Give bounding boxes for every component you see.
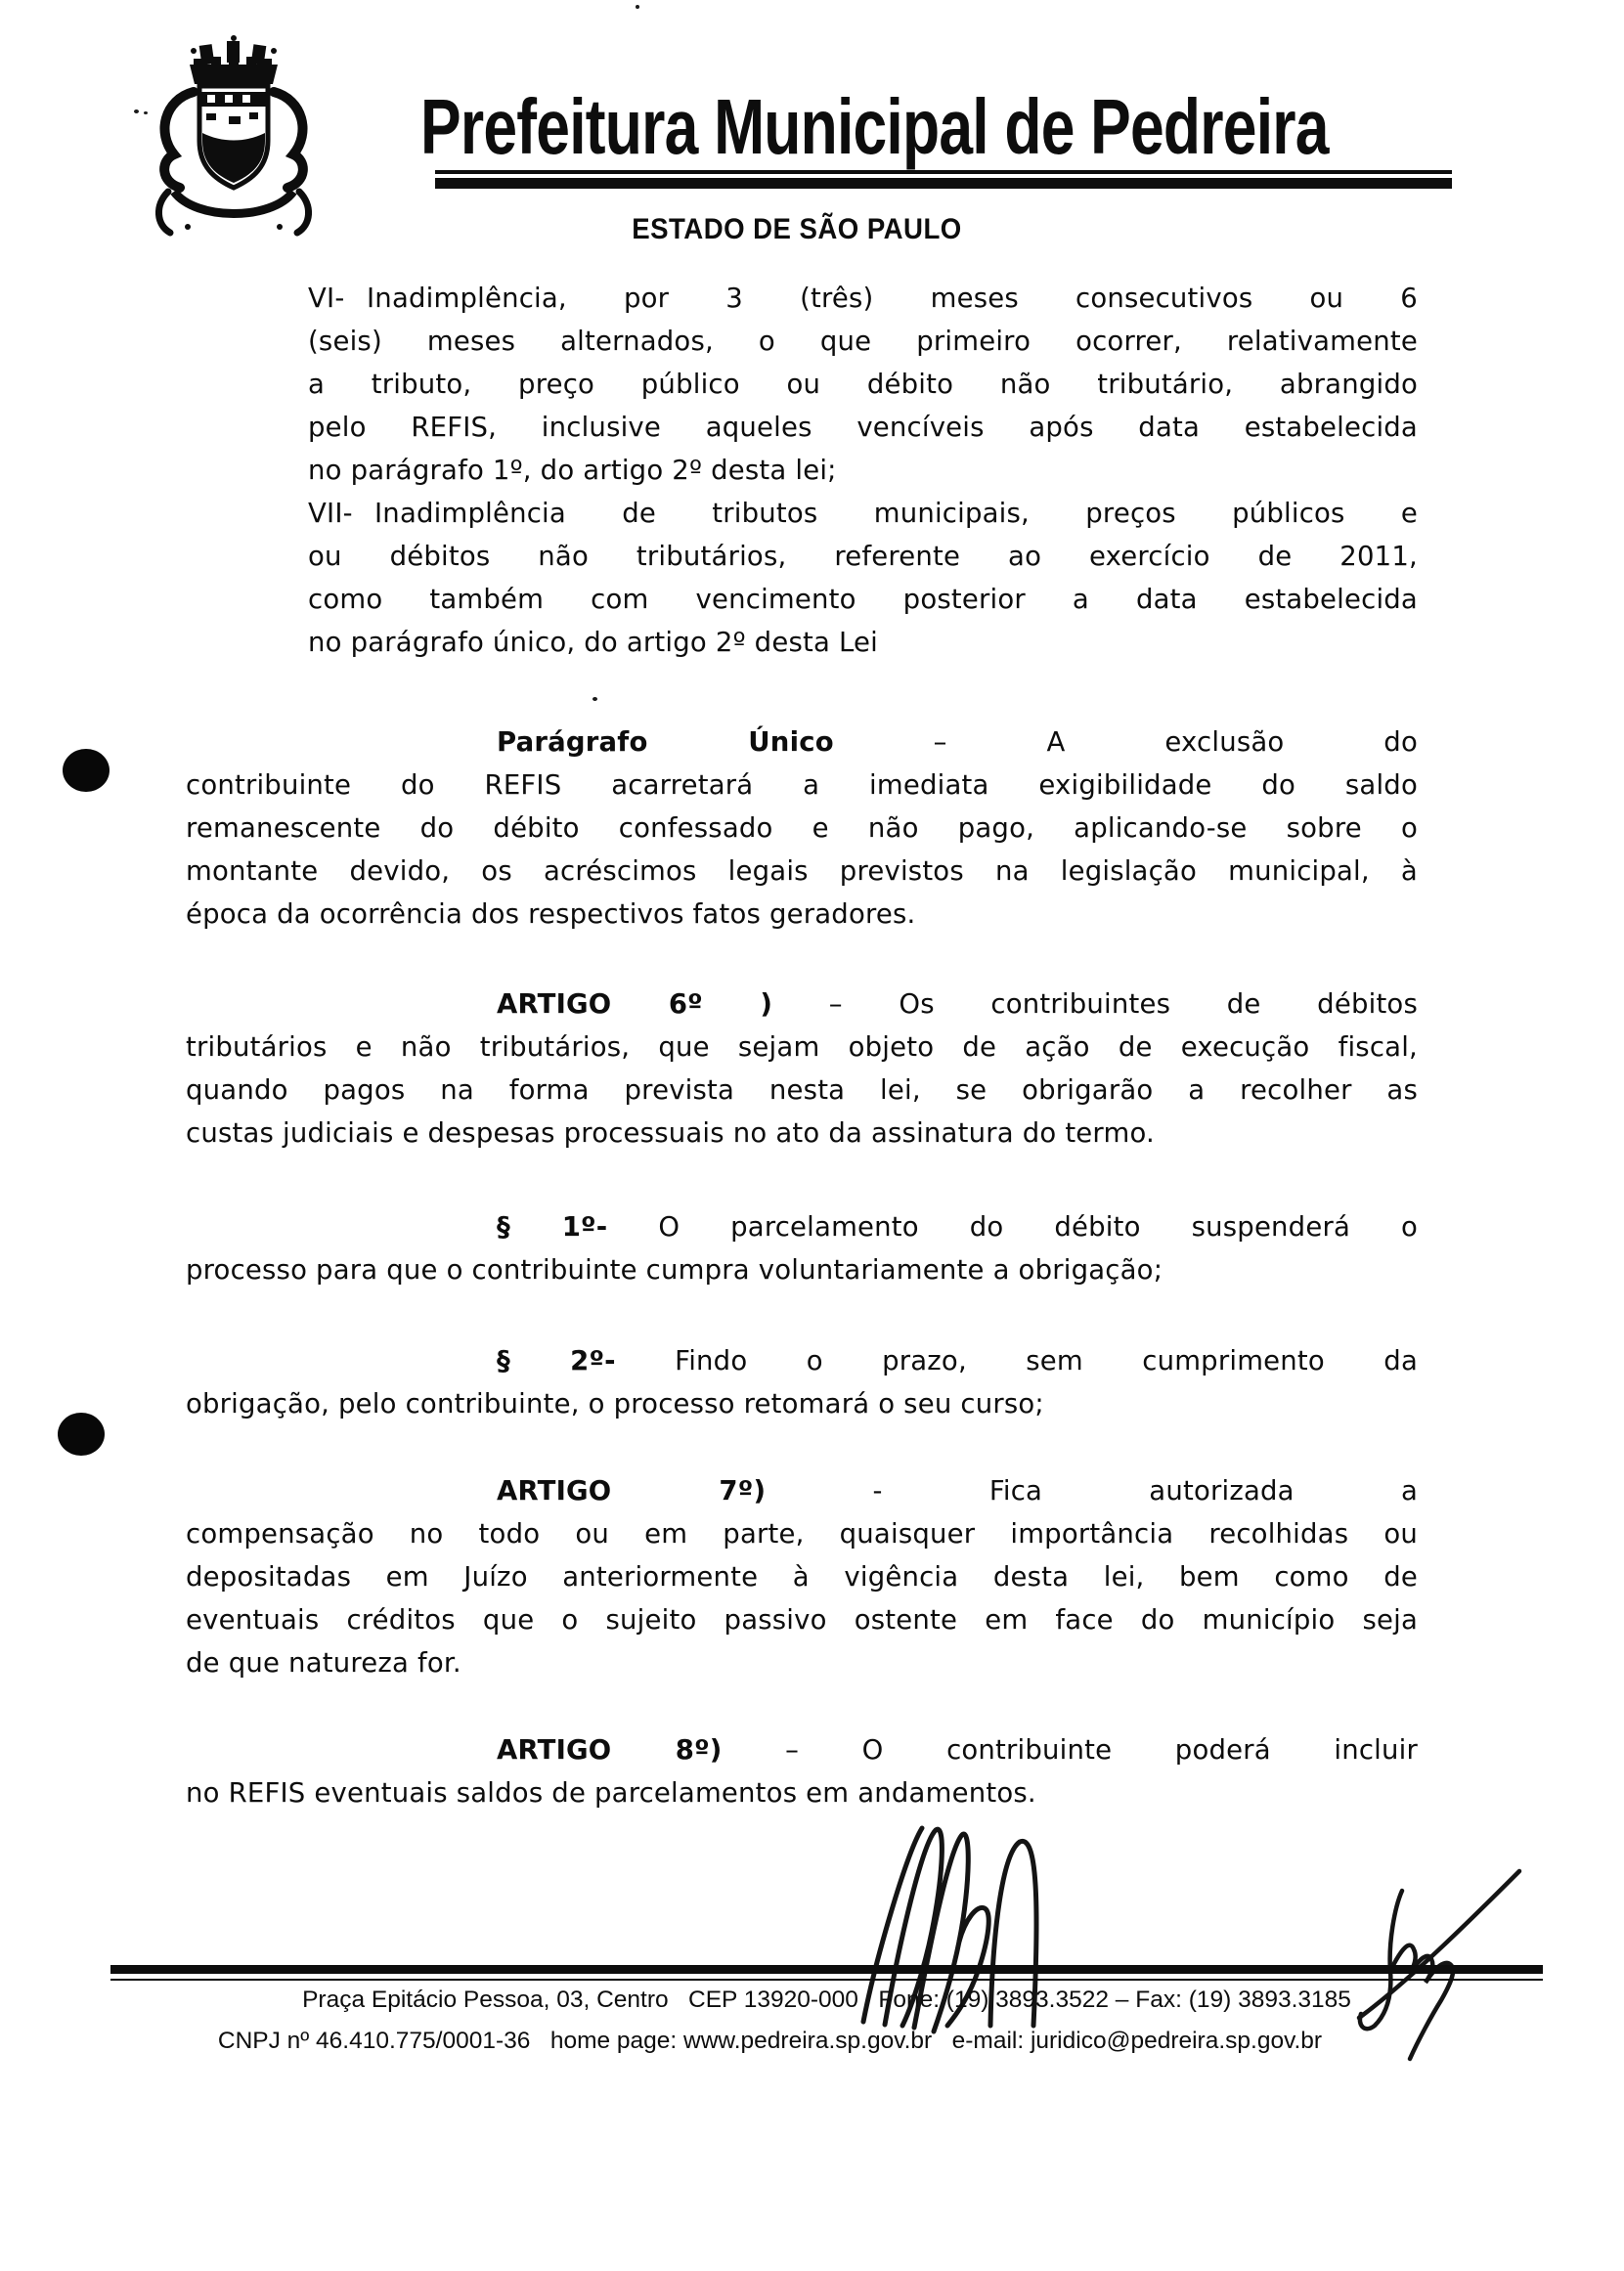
scan-speck (636, 5, 639, 9)
paragraph-paragrafo-unico (186, 721, 1418, 936)
text-line: ARTIGO 7º) - Fica autorizada a (497, 1475, 1418, 1507)
paragraph-par-1 (186, 1205, 1418, 1291)
text-line: no REFIS eventuais saldos de parcelamentos em andamentos. (186, 1777, 1036, 1809)
scan-speck (593, 697, 597, 701)
text-line: no parágrafo único, do artigo 2º desta Lei (308, 627, 878, 658)
text-line: pelo REFIS, inclusive aqueles vencíveis após data estabelecida (308, 412, 1418, 443)
footer-rule-thick (110, 1965, 1543, 1974)
text-line: compensação no todo ou em parte, quaisquer importância recolhidas ou (186, 1518, 1418, 1550)
hole-punch-mark (63, 749, 110, 792)
text-line: remanescente do débito confessado e não pago, aplicando-se sobre o (186, 812, 1418, 844)
text-line: VI- Inadimplência, por 3 (três) meses consecutivos ou 6 (308, 283, 1418, 314)
text-line: VII- Inadimplência de tributos municipais, preços públicos e (308, 498, 1418, 529)
text-line: como também com vencimento posterior a data estabelecida (308, 584, 1418, 615)
text-line: (seis) meses alternados, o que primeiro ocorrer, relativamente (308, 326, 1418, 357)
footer-rule-thin (110, 1979, 1543, 1981)
text-line: ARTIGO 8º) – O contribuinte poderá incluir (497, 1734, 1418, 1766)
text-line: eventuais créditos que o sujeito passivo ostente em face do município seja (186, 1604, 1418, 1636)
text-line: ou débitos não tributários, referente ao exercício de 2011, (308, 541, 1418, 572)
header-rule-thick (435, 178, 1452, 189)
coat-of-arms-logo (145, 35, 323, 242)
text-line: quando pagos na forma prevista nesta lei, se obrigarão a recolher as (186, 1074, 1418, 1106)
text-line: obrigação, pelo contribuinte, o processo retomará o seu curso; (186, 1388, 1044, 1419)
paragraph-artigo-8 (186, 1728, 1418, 1814)
text-line: a tributo, preço público ou débito não tributário, abrangido (308, 369, 1418, 400)
paragraph-item-vi (308, 277, 1418, 492)
text-line: ARTIGO 6º ) – Os contribuintes de débitos (497, 988, 1418, 1020)
scan-speck (134, 109, 139, 113)
text-line: de que natureza for. (186, 1647, 461, 1679)
text-line: no parágrafo 1º, do artigo 2º desta lei; (308, 455, 837, 486)
footer-cnpj: CNPJ nº 46.410.775/0001-36 home page: www.pedreira.sp.gov.br e-mail: juridico@pedreira.sp.gov.br (217, 2028, 1323, 2054)
text-line: tributários e não tributários, que sejam objeto de ação de execução fiscal, (186, 1031, 1418, 1063)
text-line: § 2º- Findo o prazo, sem cumprimento da (497, 1345, 1418, 1376)
text-line: Parágrafo Único – A exclusão do (497, 726, 1418, 758)
text-line: montante devido, os acréscimos legais previstos na legislação municipal, à (186, 855, 1418, 887)
paragraph-par-2 (186, 1339, 1418, 1425)
text-line: processo para que o contribuinte cumpra voluntariamente a obrigação; (186, 1254, 1163, 1286)
paragraph-artigo-6 (186, 983, 1418, 1155)
text-line: época da ocorrência dos respectivos fatos geradores. (186, 898, 916, 930)
header-rule-thin (435, 170, 1452, 174)
footer-address: Praça Epitácio Pessoa, 03, Centro CEP 13920-000 Fone: (19) 3893.3522 – Fax: (19) 3893.3185 (302, 1987, 1351, 2013)
paragraph-artigo-7 (186, 1469, 1418, 1684)
page-subtitle: ESTADO DE SÃO PAULO (632, 213, 962, 245)
text-line: depositadas em Juízo anteriormente à vigência desta lei, bem como de (186, 1561, 1418, 1593)
text-line: contribuinte do REFIS acarretará a imediata exigibilidade do saldo (186, 769, 1418, 801)
text-line: § 1º- O parcelamento do débito suspenderá o (497, 1211, 1418, 1243)
paragraph-item-vii (308, 492, 1418, 664)
page-title: Prefeitura Municipal de Pedreira (420, 83, 1329, 170)
hole-punch-mark (58, 1413, 105, 1456)
scan-speck (144, 111, 148, 114)
text-line: custas judiciais e despesas processuais no ato da assinatura do termo. (186, 1117, 1155, 1149)
